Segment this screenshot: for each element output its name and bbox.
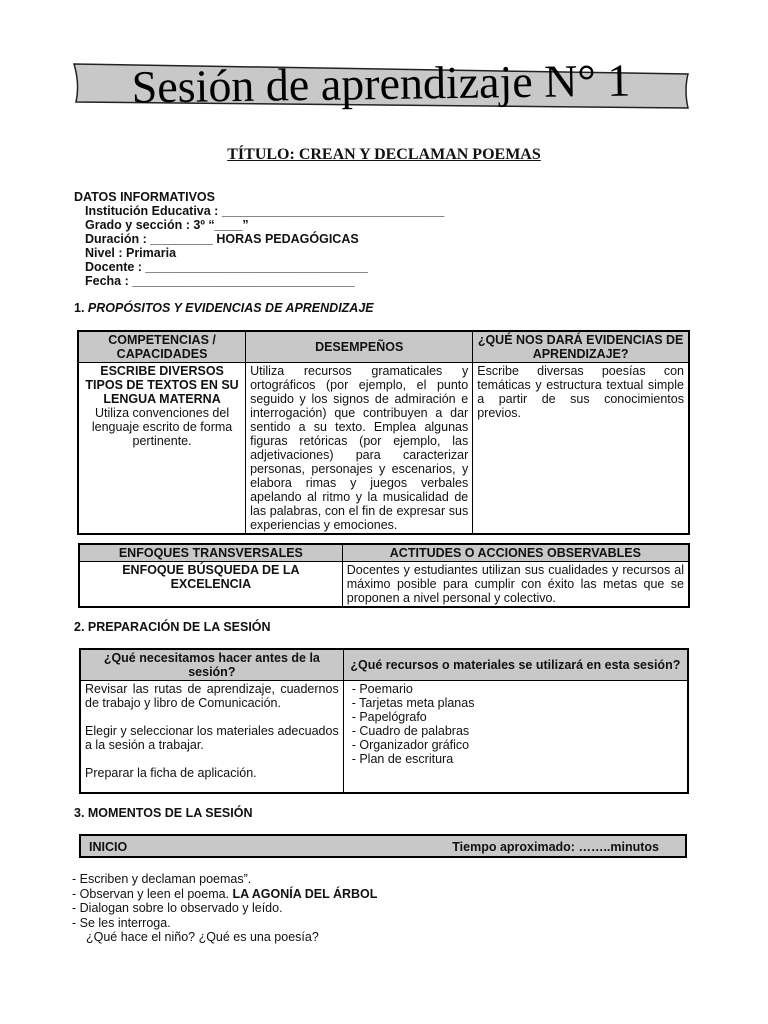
propositos-table — [77, 330, 690, 535]
info-nivel: Nivel : Primaria — [85, 246, 177, 260]
recursos-cell — [343, 681, 688, 793]
list-item: - Cuadro de palabras — [352, 724, 683, 738]
desempeno-cell: Utiliza recursos gramaticales y ortográficos (por ejemplo, el punto seguido y los signos de admiración e interrogación) que contribuyen a dar sentido a su texto. Emplea algunas figuras retóricas (por ejemplo, las adjetivaciones) para caracterizar personas, personajes y escenarios, y elabora rimas y juegos verbales apelando al ritmo y la musicalidad de las palabras, con el fin de expresar sus experiencias y emociones. — [246, 363, 473, 535]
header-enfoques: ENFOQUES TRANSVERSALES — [79, 544, 342, 562]
enfoques-table — [78, 543, 690, 608]
datos-informativos — [74, 190, 444, 288]
header-antes: ¿Qué necesitamos hacer antes de la sesión? — [80, 649, 343, 681]
list-item: - Se les interroga. — [72, 916, 377, 931]
info-fecha: Fecha : ________________________________ — [85, 274, 355, 288]
competencia: ESCRIBE DIVERSOS TIPOS DE TEXTOS EN SU LENGUA MATERNA — [85, 364, 239, 406]
antes-cell — [80, 681, 343, 793]
header-actitudes: ACTITUDES O ACCIONES OBSERVABLES — [342, 544, 689, 562]
actitud-cell: Docentes y estudiantes utilizan sus cualidades y recursos al máximo posible para cumplir con éxito las metas que se proponen a nivel personal y colectivo. — [342, 562, 689, 608]
session-banner — [72, 54, 690, 113]
section-1-heading: 1. PROPÓSITOS Y EVIDENCIAS DE APRENDIZAJE — [74, 301, 374, 315]
header-desempenos: DESEMPEÑOS — [246, 331, 473, 363]
info-grado: Grado y sección : 3º “____” — [85, 218, 249, 232]
preparacion-table — [79, 648, 689, 794]
list-item: - Organizador gráfico — [352, 738, 683, 752]
list-item: - Papelógrafo — [352, 710, 683, 724]
tiempo-aproximado: Tiempo aproximado: ……..minutos — [452, 840, 659, 854]
list-item: - Escriben y declaman poemas”. — [72, 872, 377, 887]
antes-item: Elegir y seleccionar los materiales adecuados a la sesión a trabajar. — [85, 724, 339, 752]
info-institucion: Institución Educativa : ________________________________ — [85, 204, 445, 218]
session-title: Sesión de aprendizaje N° 1 — [131, 54, 631, 113]
list-item: - Tarjetas meta planas — [352, 696, 683, 710]
section-3-heading: 3. MOMENTOS DE LA SESIÓN — [74, 806, 253, 820]
list-item: - Observan y leen el poema. LA AGONÍA DEL ÁRBOL — [72, 887, 377, 902]
capacidad: Utiliza convenciones del lenguaje escrito de forma pertinente. — [91, 406, 233, 448]
section-2-heading: 2. PREPARACIÓN DE LA SESIÓN — [74, 620, 271, 634]
info-heading: DATOS INFORMATIVOS — [74, 190, 215, 204]
evidencia-cell: Escribe diversas poesías con temáticas y estructura textual simple a partir de sus conocimientos previos. — [473, 363, 689, 535]
antes-item: Preparar la ficha de aplicación. — [85, 766, 257, 780]
inicio-label: INICIO — [89, 840, 128, 854]
inicio-bar — [79, 834, 687, 858]
info-docente: Docente : ________________________________ — [85, 260, 368, 274]
header-evidencias: ¿QUÉ NOS DARÁ EVIDENCIAS DE APRENDIZAJE? — [473, 331, 689, 363]
antes-item: Revisar las rutas de aprendizaje, cuadernos de trabajo y libro de Comunicación. — [85, 682, 339, 710]
poem-title: LA AGONÍA DEL ÁRBOL — [232, 886, 378, 901]
header-competencias: COMPETENCIAS / CAPACIDADES — [78, 331, 246, 363]
recursos-list — [348, 682, 683, 766]
list-item: ¿Qué hace el niño? ¿Qué es una poesía? — [86, 930, 319, 944]
info-duracion: Duración : _________ HORAS PEDAGÓGICAS — [85, 232, 359, 246]
enfoque-cell: ENFOQUE BÚSQUEDA DE LA EXCELENCIA — [79, 562, 342, 608]
inicio-moments-list — [72, 872, 377, 945]
document-title: TÍTULO: CREAN Y DECLAMAN POEMAS — [227, 146, 541, 163]
header-recursos: ¿Qué recursos o materiales se utilizará en esta sesión? — [343, 649, 688, 681]
competencia-cell — [78, 363, 246, 535]
list-item: - Plan de escritura — [352, 752, 683, 766]
list-item: - Dialogan sobre lo observado y leído. — [72, 901, 377, 916]
list-item: - Poemario — [352, 682, 683, 696]
